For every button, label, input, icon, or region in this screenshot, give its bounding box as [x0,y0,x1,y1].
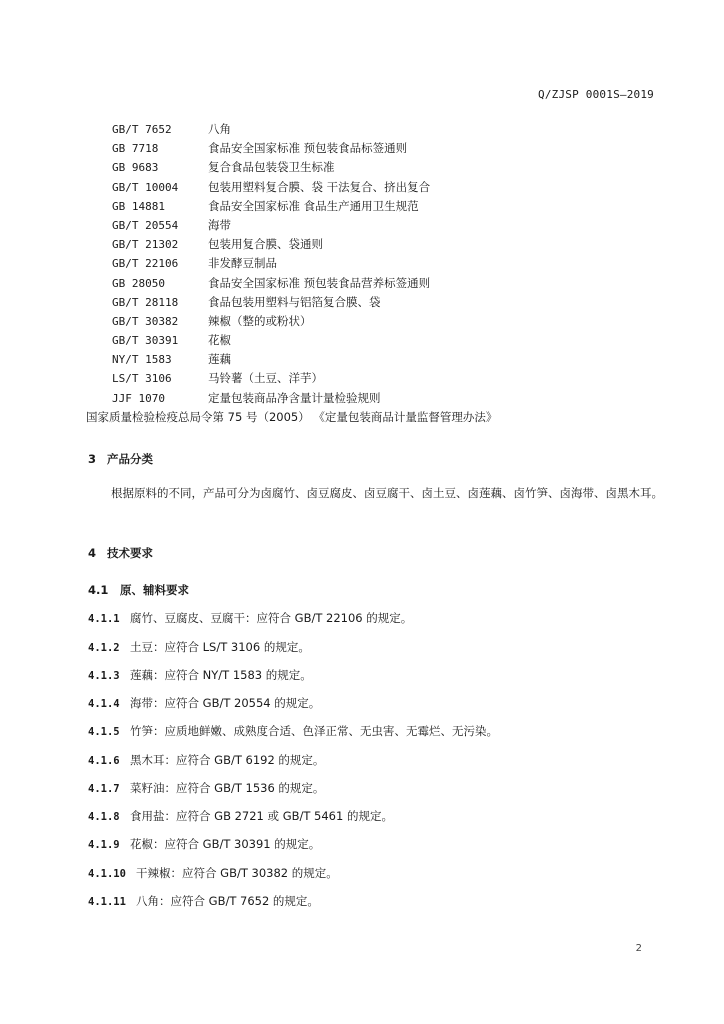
clause-item [88,695,320,711]
clause-number: 4.1.11 [88,896,126,908]
reference-code: GB/T 10004 [112,180,179,194]
reference-code: GB/T 30391 [112,334,179,348]
reference-title: 食品安全国家标准 预包装食品标签通则 [208,141,408,156]
section-heading-4 [88,545,153,561]
clause-text: 食用盐：应符合 GB 2721 或 GB/T 5461 的规定。 [130,809,393,823]
clause-item [88,893,319,909]
reference-title: 非发酵豆制品 [208,256,277,271]
clause-number: 4.1.5 [88,726,120,738]
reference-code: GB/T 7652 [112,123,172,136]
section-number: 4.1 [88,583,109,597]
clause-text: 菜籽油：应符合 GB/T 1536 的规定。 [130,781,325,795]
clause-item [88,752,324,768]
reference-title: 食品安全国家标准 食品生产通用卫生规范 [208,198,419,213]
section-title: 原、辅料要求 [120,583,189,597]
clause-text: 竹笋：应质地鲜嫩、成熟度合适、色泽正常、无虫害、无霉烂、无污染。 [130,724,498,738]
reference-code: GB/T 28118 [112,295,179,309]
reference-title: 包装用塑料复合膜、袋 干法复合、挤出复合 [208,179,431,194]
clause-number: 4.1.4 [88,698,120,710]
clause-item [88,667,312,683]
clause-number: 4.1.10 [88,868,126,880]
reference-code: GB/T 20554 [112,218,179,232]
clause-number: 4.1.9 [88,839,120,851]
clause-text: 八角：应符合 GB/T 7652 的规定。 [136,894,319,908]
clause-item [88,723,498,739]
reference-code: GB 7718 [112,142,159,156]
clause-text: 莲藕：应符合 NY/T 1583 的规定。 [130,668,312,682]
clause-number: 4.1.6 [88,755,120,767]
clause-text: 海带：应符合 GB/T 20554 的规定。 [130,696,321,710]
reference-code: GB 9683 [112,161,159,175]
clause-item [88,836,320,852]
section-number: 4 [88,546,97,560]
clause-item [88,639,310,655]
reference-title: 海带 [208,217,231,232]
reference-code: LS/T 3106 [112,372,172,386]
clause-text: 土豆：应符合 LS/T 3106 的规定。 [130,640,310,654]
reference-title: 辣椒（整的或粉状） [208,313,312,328]
reference-code: GB/T 22106 [112,257,179,271]
reference-title: 八角 [208,122,231,136]
reference-title: 莲藕 [208,352,231,367]
reference-code: JJF 1070 [112,391,165,405]
reference-title: 食品安全国家标准 预包装食品营养标签通则 [208,275,431,290]
section-heading-4-1 [88,582,189,598]
clause-number: 4.1.8 [88,811,120,823]
clause-text: 干辣椒：应符合 GB/T 30382 的规定。 [136,866,338,880]
clause-number: 4.1.3 [88,670,120,682]
reference-title: 定量包装商品净含量计量检验规则 [208,390,381,405]
clause-number: 4.1.7 [88,783,120,795]
reference-note: 国家质量检验检疫总局令第 75 号（2005） 《定量包装商品计量监督管理办法》 [86,410,498,424]
reference-title: 包装用复合膜、袋通则 [208,237,323,252]
clause-text: 腐竹、豆腐皮、豆腐干：应符合 GB/T 22106 的规定。 [130,611,413,625]
reference-code: GB 14881 [112,199,165,213]
clause-text: 黑木耳：应符合 GB/T 6192 的规定。 [130,753,325,767]
clause-number: 4.1.1 [88,613,120,625]
reference-title: 花椒 [208,333,231,348]
section-number: 3 [88,452,97,466]
section-title: 产品分类 [107,452,153,466]
reference-code: GB/T 21302 [112,238,179,252]
reference-code: GB 28050 [112,276,165,290]
clause-text: 花椒：应符合 GB/T 30391 的规定。 [130,837,321,851]
section-title: 技术要求 [107,546,153,560]
clause-item [88,865,338,881]
document-code: Q/ZJSP 0001S—2019 [538,88,654,101]
reference-title: 马铃薯（土豆、洋芋） [208,371,323,386]
section-3-paragraph: 根据原料的不同，产品可分为卤腐竹、卤豆腐皮、卤豆腐干、卤土豆、卤莲藕、卤竹笋、卤海带、卤黑木耳。 [111,486,663,500]
page-number: 2 [635,943,642,954]
clause-item [88,610,412,626]
clause-item [88,808,393,824]
reference-title: 复合食品包装袋卫生标准 [208,160,335,175]
reference-title: 食品包装用塑料与铝箔复合膜、袋 [208,294,381,309]
reference-code: GB/T 30382 [112,314,179,328]
reference-code: NY/T 1583 [112,353,172,367]
clause-number: 4.1.2 [88,642,120,654]
clause-item [88,780,324,796]
section-heading-3 [88,451,153,467]
